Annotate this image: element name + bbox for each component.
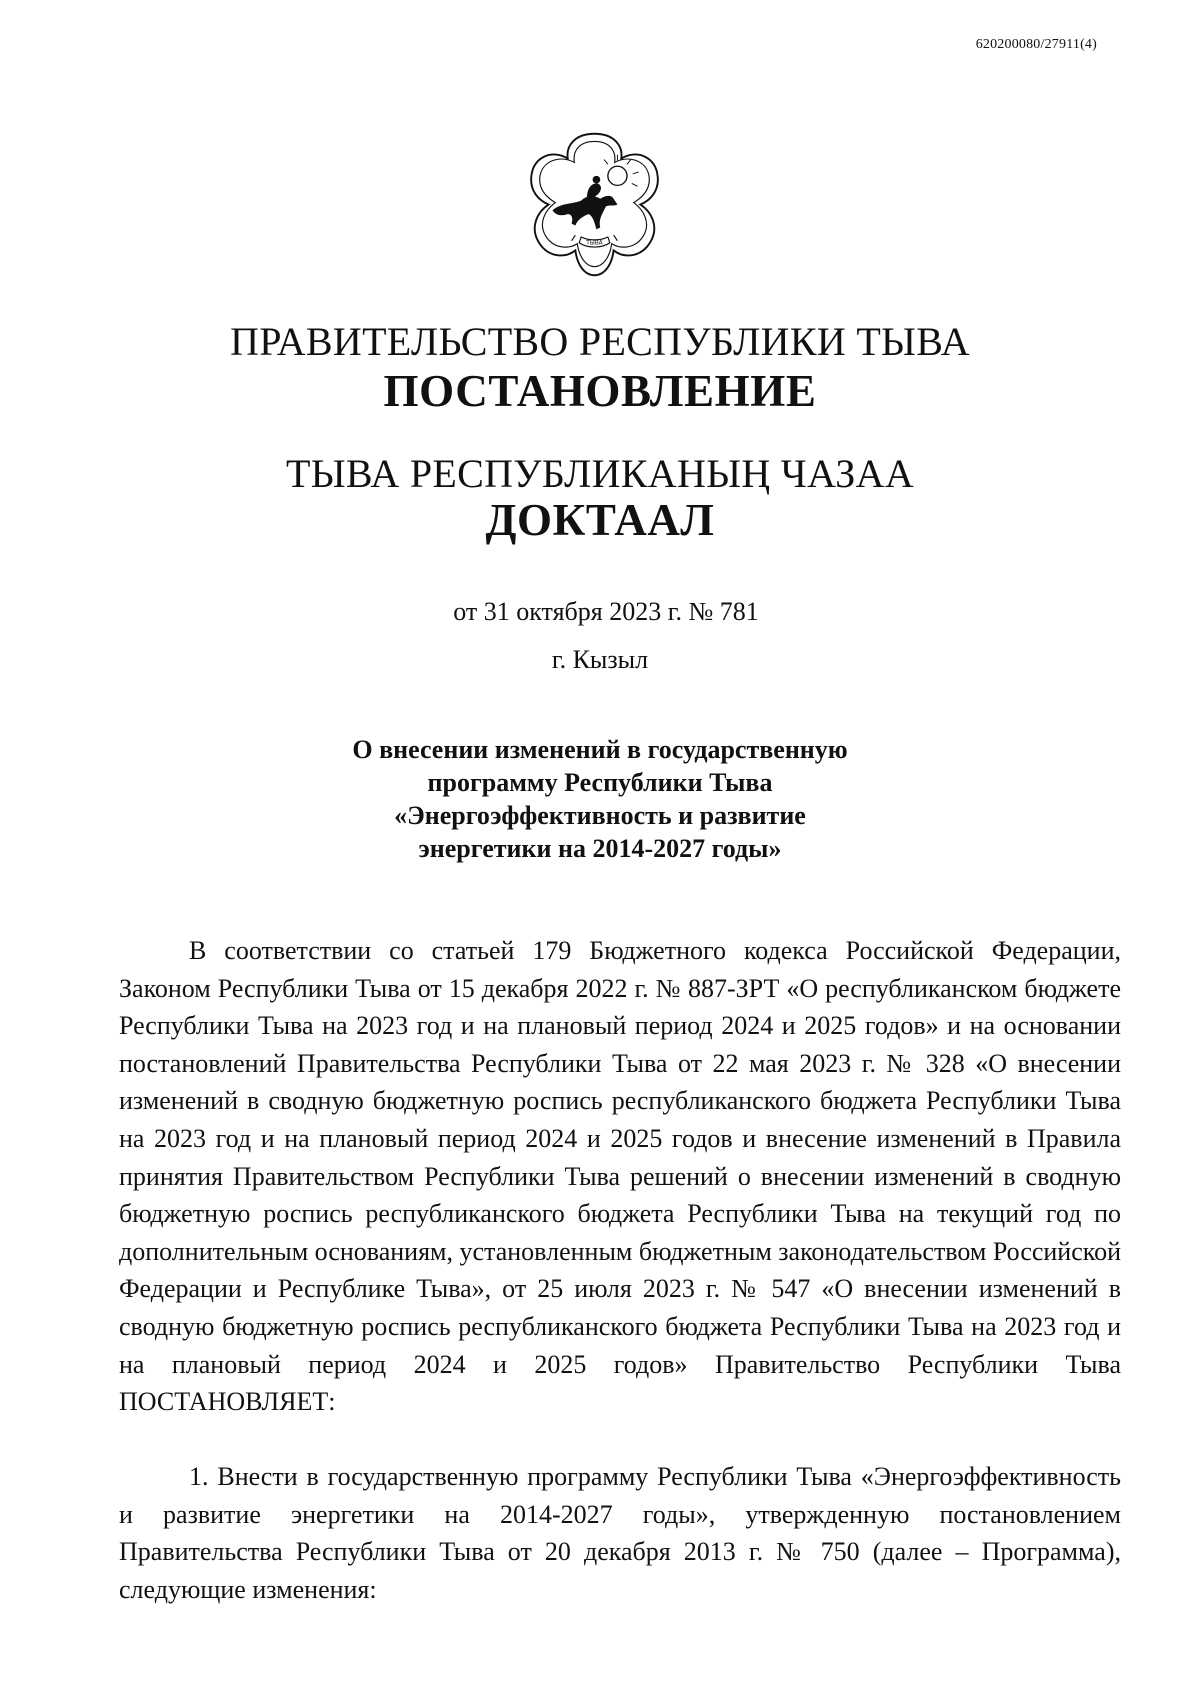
subject-line: О внесении изменений в государственную — [352, 735, 848, 764]
government-title-tyv: ТЫВА РЕСПУБЛИКАНЫҢ ЧАЗАА — [285, 451, 915, 496]
emblem-inscription: ТЫВА — [586, 240, 603, 247]
document-registration-code: 620200080/27911(4) — [975, 37, 1097, 52]
clause-1-paragraph: 1. Внести в государственную программу Республики Тыва «Энергоэффективность и развитие энергетики на 2014-2027 годы», утвержденную постановлением Правительства Республики Тыва от 20 декабря 2013 г. № 750 (далее – Программа), следующие изменения: — [119, 1462, 1121, 1604]
tuva-emblem-icon — [518, 128, 671, 281]
subject-line: «Энергоэффективность и развитие — [394, 801, 806, 830]
preamble-paragraph: В соответствии со статьей 179 Бюджетного кодекса Российской Федерации, Законом Республики Тыва от 15 декабря 2022 г. № 887-ЗРТ «О республиканском бюджете Республики Тыва на 2023 год и на плановый период 2024 и 2025 годов» и на основании постановлений Правительства Республики Тыва от 22 мая 2023 г. № 328 «О внесении изменений в сводную бюджетную роспись республиканского бюджета Республики Тыва на 2023 год и на плановый период 2024 и 2025 годов и внесение изменений в Правила принятия Правительством Республики Тыва решений о внесении изменений в сводную бюджетную роспись республиканского бюджета Республики Тыва на текущий год по дополнительным основаниям, установленным бюджетным законодательством Российской Федерации и Республике Тыва», от 25 июля 2023 г. № 547 «О внесении изменений в сводную бюджетную роспись республиканского бюджета Республики Тыва на 2023 год и на плановый период 2024 и 2025 годов» Правительство Республики Тыва ПОСТАНОВЛЯЕТ: — [119, 936, 1121, 1417]
decree-title-ru: ПОСТАНОВЛЕНИЕ — [383, 366, 817, 416]
subject-line: программу Республики Тыва — [427, 768, 773, 797]
decree-title-tyv: ДОКТААЛ — [485, 495, 715, 545]
decree-subject — [0, 733, 1200, 865]
subject-line: энергетики на 2014-2027 годы» — [418, 834, 782, 863]
decree-date-number: от 31 октября 2023 г. № 781 — [453, 597, 759, 626]
decree-city: г. Кызыл — [551, 645, 649, 674]
government-title-ru: ПРАВИТЕЛЬСТВО РЕСПУБЛИКИ ТЫВА — [230, 319, 970, 364]
